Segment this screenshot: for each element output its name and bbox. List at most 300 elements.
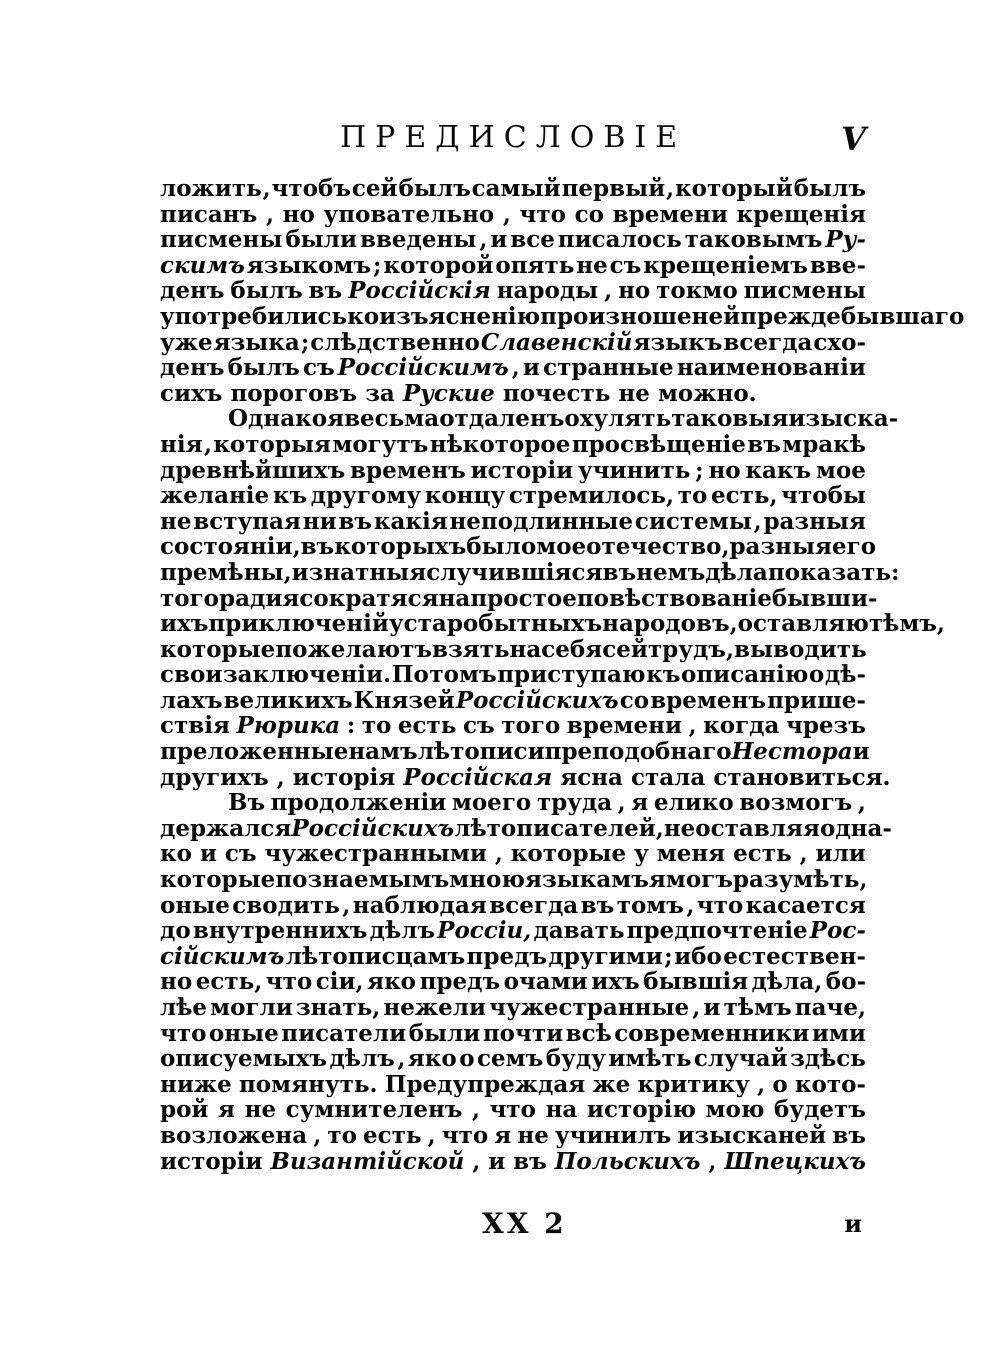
word: которыхъ <box>334 533 467 561</box>
word: со <box>574 200 604 228</box>
running-title: ПРЕДИСЛОВІЕ <box>340 120 687 155</box>
word: писатели <box>281 1019 407 1047</box>
word: знать, <box>295 994 381 1021</box>
word: исторіи <box>470 456 574 484</box>
word: въ <box>513 1147 547 1175</box>
word: случившіяся <box>426 558 603 586</box>
word: у <box>388 610 404 638</box>
word: сумнителенъ <box>285 1096 463 1124</box>
text-line <box>160 302 965 330</box>
word: Шпецкихъ <box>724 1147 866 1175</box>
word: со <box>619 686 650 714</box>
word: елико <box>653 789 734 817</box>
word: лѣе <box>160 994 208 1021</box>
word: то <box>361 712 392 740</box>
word: всегда <box>489 891 579 919</box>
word: есть, <box>710 482 778 510</box>
word: уповательно <box>323 200 495 228</box>
word: паче, <box>794 994 866 1021</box>
word: но <box>282 200 315 228</box>
word: въ <box>580 891 615 919</box>
word: чрезъ <box>785 712 866 740</box>
word: но <box>618 277 651 305</box>
word: изысканей <box>677 1121 827 1149</box>
word: другими <box>548 942 663 970</box>
text-line <box>160 1021 866 1047</box>
word: ясна <box>560 763 623 791</box>
word: простое <box>470 584 577 612</box>
word: таковымъ <box>684 226 823 254</box>
word: тѣмъ, <box>868 610 945 638</box>
word: былъ <box>230 277 303 305</box>
word: языкъ <box>633 328 723 356</box>
word: о <box>459 1045 475 1073</box>
word: свои <box>160 661 223 689</box>
word: оные <box>160 891 230 919</box>
word: всѣ <box>565 1019 612 1047</box>
word: , <box>479 226 488 254</box>
word: у <box>634 840 649 868</box>
word: мою <box>705 1096 765 1124</box>
word: что <box>265 968 313 996</box>
word: того <box>160 584 220 612</box>
word: бывшія <box>643 968 749 996</box>
word: ; <box>300 328 310 356</box>
word: не <box>160 507 192 535</box>
word: я <box>282 584 300 612</box>
text-line <box>160 483 866 509</box>
word: нежели <box>383 994 487 1021</box>
word: былъ <box>227 354 300 382</box>
word: кото- <box>794 1070 866 1098</box>
text-line <box>160 713 866 739</box>
word: дѣла, <box>751 968 823 996</box>
word: себя <box>541 635 603 663</box>
word: случай <box>693 1045 788 1073</box>
word: я <box>218 1096 236 1124</box>
word: сихъ <box>160 379 223 407</box>
word: къ <box>272 482 308 510</box>
word: изыска- <box>788 405 899 433</box>
word: описанію <box>680 661 809 689</box>
word: въ <box>747 430 781 458</box>
word: современники <box>614 1019 810 1047</box>
word: языка <box>213 328 300 356</box>
word: странные <box>543 354 674 382</box>
text-line <box>160 432 866 458</box>
text-line <box>160 790 866 816</box>
word: которые <box>160 866 276 894</box>
text-line <box>160 355 866 381</box>
word: пожелаютъ <box>275 635 432 663</box>
text-line <box>160 405 899 433</box>
word: я <box>631 789 649 817</box>
word: крещеніемъ <box>643 251 808 279</box>
word: почесть <box>502 379 611 407</box>
word: которыя <box>213 430 331 458</box>
word: преподобнаго <box>544 738 732 766</box>
word: лѣтописи <box>417 738 545 766</box>
word: и <box>490 226 508 254</box>
word: въ <box>602 558 637 586</box>
word: и <box>522 354 540 382</box>
word: первый <box>561 175 666 202</box>
word: писмены <box>160 226 283 254</box>
word: ко <box>347 302 380 330</box>
word: все <box>510 226 555 254</box>
word: , <box>688 712 697 740</box>
word: но <box>708 456 741 484</box>
word: не <box>576 251 608 279</box>
word: есть <box>363 1121 422 1149</box>
word: о <box>772 1070 788 1098</box>
word: не <box>618 379 650 407</box>
word: могъ <box>665 866 733 894</box>
word: системы <box>634 507 752 535</box>
word: ; <box>373 251 382 279</box>
word: : <box>346 712 356 740</box>
word: здѣсь <box>790 1045 866 1073</box>
word: будетъ <box>774 1096 866 1124</box>
word: до <box>160 917 191 945</box>
word: стремилось, <box>508 482 675 510</box>
word: которой <box>383 251 494 279</box>
word: чтобъ <box>271 175 351 202</box>
word: нія <box>160 430 203 458</box>
word: и <box>199 840 217 868</box>
word: языкомъ <box>246 251 372 279</box>
text-line <box>160 227 866 253</box>
word: какія <box>373 507 448 535</box>
word: охулять <box>564 405 672 433</box>
word: , <box>604 277 613 305</box>
word: я <box>494 1121 512 1149</box>
word: , <box>276 763 285 791</box>
word: разныя <box>729 533 832 561</box>
word: тѣмъ <box>723 994 792 1021</box>
text-line <box>160 176 866 202</box>
word: опять <box>495 251 575 279</box>
word: великихъ <box>223 686 353 714</box>
word: , <box>342 891 351 919</box>
word: приступаю <box>497 661 646 689</box>
word: ко <box>160 840 192 868</box>
word: почти <box>482 1019 564 1047</box>
word: мое <box>815 456 866 484</box>
word: прише- <box>767 686 866 714</box>
word: разумѣть, <box>732 866 868 894</box>
word: но <box>160 968 193 996</box>
word: Россійскія <box>348 277 491 305</box>
word: знатныя <box>308 558 427 586</box>
word: ; <box>695 456 704 484</box>
word: , <box>397 1045 406 1073</box>
word: , <box>617 789 626 817</box>
word: который <box>675 175 793 202</box>
word: есть, <box>195 968 263 996</box>
word: просвѣщеніе <box>571 430 746 458</box>
word: на <box>438 584 471 612</box>
text-line <box>160 662 866 688</box>
word: сводить <box>232 891 340 919</box>
word: , <box>753 507 762 535</box>
word: въ <box>308 277 343 305</box>
word: стала <box>631 763 706 791</box>
word: приключеній <box>208 610 389 638</box>
text-line <box>160 637 866 663</box>
word: Польскихъ <box>554 1147 701 1175</box>
word: могли <box>210 994 293 1021</box>
word: однa- <box>819 814 892 842</box>
word: , <box>511 354 520 382</box>
word: отдаленъ <box>439 405 565 433</box>
word: его <box>832 533 877 561</box>
word: Руские <box>402 379 495 407</box>
word: къ <box>646 661 681 689</box>
text-line <box>160 995 866 1021</box>
word: немъ <box>636 558 706 586</box>
word: ; <box>664 942 673 970</box>
text-line <box>160 918 866 944</box>
text-line <box>160 814 892 842</box>
word: возмогъ <box>739 789 853 817</box>
word: лахъ <box>160 686 223 714</box>
word: Ру- <box>825 226 866 254</box>
word: , <box>203 430 212 458</box>
word: ими <box>811 1019 866 1047</box>
word: предпочтеніе <box>626 917 808 945</box>
word: старобытныхъ <box>403 610 603 638</box>
word: , <box>857 789 866 817</box>
word: ради <box>219 584 283 612</box>
text-line <box>160 893 866 919</box>
word: дѣ- <box>824 661 866 689</box>
word: становиться. <box>713 763 891 791</box>
word: состояніи, <box>160 533 301 561</box>
word: бывши- <box>771 584 878 612</box>
word: времени <box>612 200 728 228</box>
word: и <box>703 994 721 1021</box>
word: я <box>648 866 666 894</box>
word: были <box>285 226 358 254</box>
text-line <box>160 381 866 407</box>
word: наблюдая <box>352 891 487 919</box>
word: народы <box>496 277 599 305</box>
word: народовъ, <box>602 610 738 638</box>
word: съ <box>302 354 335 382</box>
word: Рос- <box>809 917 866 945</box>
word: есть <box>397 712 457 740</box>
word: когда <box>703 712 780 740</box>
word: прежде <box>740 302 841 330</box>
text-line <box>160 330 866 356</box>
word: было <box>466 533 537 561</box>
word: повѣствованіе <box>576 584 772 612</box>
word: нѣкоторое <box>429 430 571 458</box>
catchword: и <box>844 1209 862 1238</box>
word: денъ <box>160 277 225 305</box>
body-text <box>160 175 965 1175</box>
text-line <box>160 867 866 893</box>
word: лѣтописателей, <box>454 814 664 842</box>
text-line <box>160 1123 866 1149</box>
text-line <box>160 458 866 484</box>
word: намъ <box>348 738 418 766</box>
word: о <box>808 661 825 689</box>
word: слѣдственно <box>310 328 480 356</box>
text-line <box>160 688 866 714</box>
word: показать: <box>767 558 900 586</box>
text-line <box>160 841 866 867</box>
word: , <box>799 840 808 868</box>
word: не <box>244 1096 277 1124</box>
word: По <box>391 661 429 689</box>
word: Князей <box>353 686 455 714</box>
page-number: V <box>841 120 866 158</box>
text-line <box>160 584 878 612</box>
word: Въ <box>228 789 266 817</box>
word: , <box>502 200 511 228</box>
word: что <box>519 200 566 228</box>
word: которые <box>510 840 627 868</box>
word: которые <box>160 635 276 663</box>
word: схо- <box>813 328 866 356</box>
word: всегда <box>723 328 813 356</box>
word: предъ <box>419 968 501 996</box>
word: держался <box>160 814 292 842</box>
word: что <box>489 1096 537 1124</box>
word: дѣла <box>705 558 768 586</box>
word: и <box>852 738 870 766</box>
word: Россійскихъ <box>455 686 619 714</box>
word: , <box>666 175 675 202</box>
word: очами <box>503 968 588 996</box>
word: исторіи <box>160 1147 263 1175</box>
word: былъ <box>793 175 866 202</box>
word: таковыя <box>671 405 789 433</box>
word: чужестранные <box>489 994 690 1021</box>
word: рой <box>160 1096 209 1124</box>
word: , <box>494 840 503 868</box>
word: , <box>262 175 271 202</box>
word: заключеніи. <box>223 661 392 689</box>
word: чтобы <box>781 482 866 510</box>
word: оставляя <box>695 814 820 842</box>
word: писмены <box>743 277 866 305</box>
word: моего <box>451 789 532 817</box>
word: самый <box>471 175 561 202</box>
word: семъ <box>477 1045 544 1073</box>
word: съ <box>609 251 642 279</box>
word: исторію <box>586 1096 696 1124</box>
word: наименованіи <box>676 354 866 382</box>
word: , <box>313 1121 322 1149</box>
word: премѣны, <box>160 558 292 586</box>
word: , <box>427 1121 436 1149</box>
word: меня <box>656 840 726 868</box>
word: въ <box>338 507 373 535</box>
word: какъ <box>745 456 812 484</box>
word: давать <box>533 917 625 945</box>
word: предъ <box>466 942 548 970</box>
word: желаніе <box>160 482 270 510</box>
word: знаемымъ <box>307 866 450 894</box>
word: что <box>160 1019 207 1047</box>
text-line <box>160 1149 866 1175</box>
word: лѣтописцамъ <box>285 942 466 970</box>
text-line <box>160 509 866 535</box>
word: , <box>472 1147 481 1175</box>
word: скимъ <box>160 251 245 279</box>
text-line <box>160 253 866 279</box>
word: ихъ <box>591 968 640 996</box>
running-head <box>160 120 866 160</box>
word: помянуть. <box>238 1070 378 1098</box>
word: Нестора <box>731 738 853 766</box>
word: можно. <box>657 379 757 407</box>
word: трудъ, <box>647 635 734 663</box>
word: , <box>757 1070 766 1098</box>
word: древнѣйшихъ <box>160 456 346 484</box>
word: могутъ <box>332 430 429 458</box>
word: ихъ <box>160 610 209 638</box>
word: въ <box>832 1121 866 1149</box>
word: возложена <box>160 1121 308 1149</box>
word: по <box>275 866 308 894</box>
word: Россіи, <box>437 917 532 945</box>
word: неподлинные <box>449 507 634 535</box>
word: оные <box>208 1019 279 1047</box>
text-line <box>160 763 891 791</box>
word: то <box>677 482 708 510</box>
text-line <box>160 278 866 304</box>
word: я <box>327 405 345 433</box>
text-line <box>160 1072 866 1098</box>
word: ложить <box>160 175 262 202</box>
word: на <box>509 635 542 663</box>
text-line <box>160 1097 866 1123</box>
text-line <box>160 1046 866 1072</box>
word: , <box>692 994 701 1021</box>
word: же <box>592 1070 631 1098</box>
word: уже <box>160 328 213 356</box>
word: продолженіи <box>270 789 447 817</box>
word: естествен- <box>723 942 866 970</box>
word: ствія <box>160 712 230 740</box>
word: мракѣ <box>782 430 866 458</box>
word: за <box>365 379 395 407</box>
word: дѣлъ <box>369 917 435 945</box>
word: касается <box>745 891 866 919</box>
word: сійскимъ <box>160 942 285 970</box>
word: введены <box>359 226 477 254</box>
word: временъ <box>350 456 466 484</box>
word: Россійская <box>403 763 553 791</box>
word: внутреннихъ <box>192 917 368 945</box>
word: того <box>501 712 561 740</box>
word: что <box>696 891 744 919</box>
text-line <box>160 202 866 228</box>
word: что <box>441 1121 489 1149</box>
word: то <box>327 1121 357 1149</box>
word: , <box>472 1096 481 1124</box>
word: и <box>488 1147 506 1175</box>
word: критику <box>637 1070 750 1098</box>
word: сей <box>602 635 648 663</box>
word: Россійскихъ <box>291 814 455 842</box>
word: Византійской <box>270 1147 465 1175</box>
word: языкамъ <box>524 866 649 894</box>
